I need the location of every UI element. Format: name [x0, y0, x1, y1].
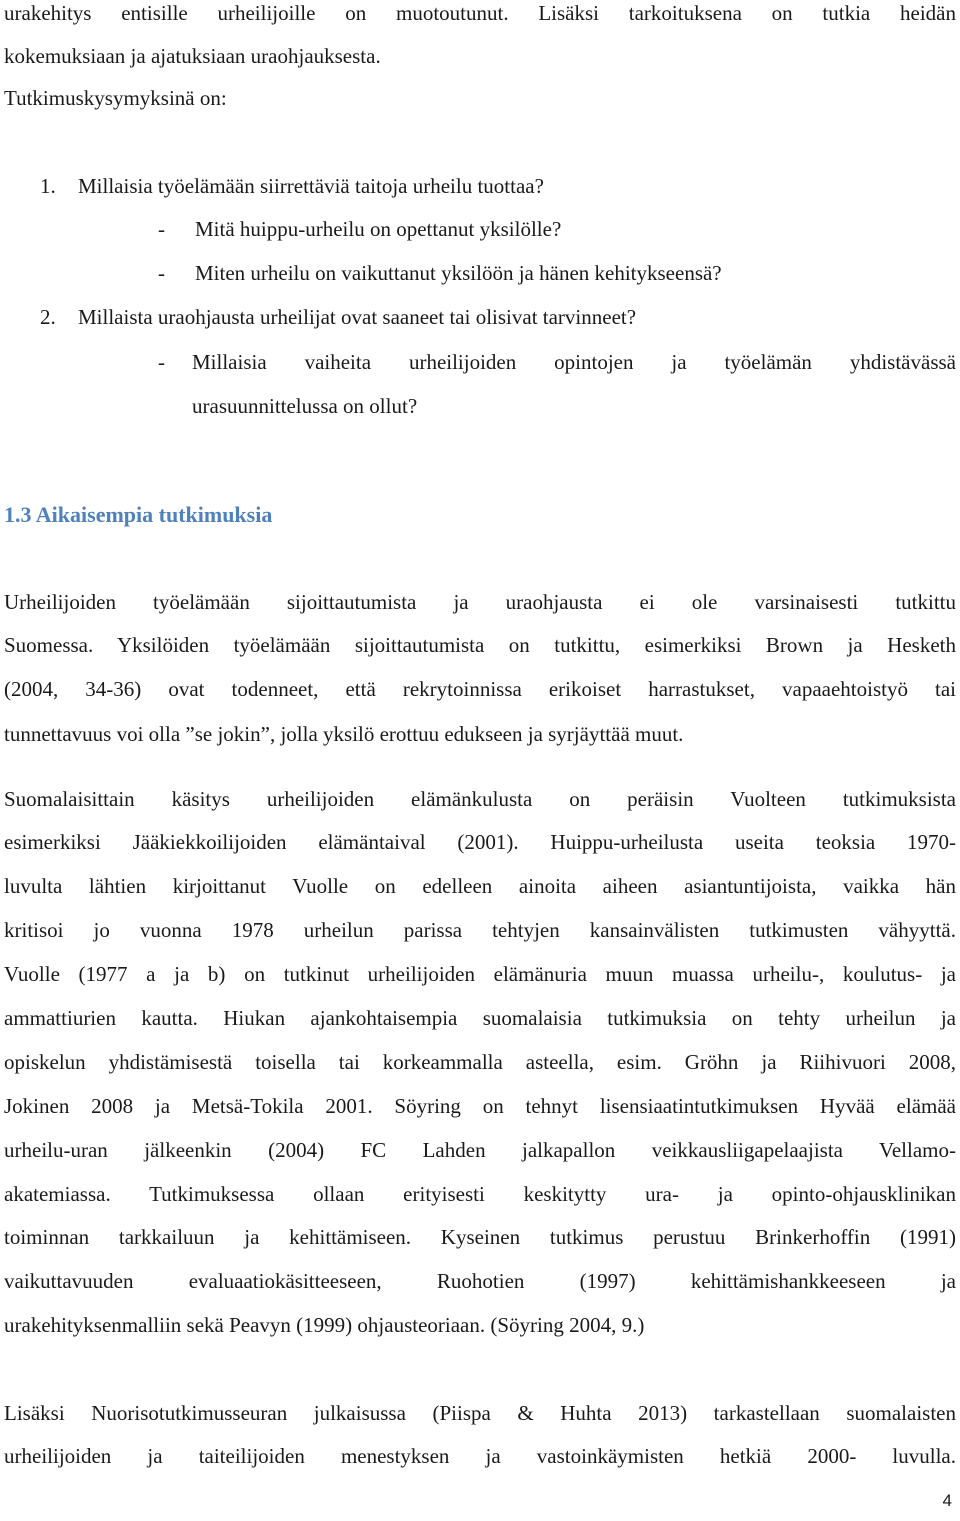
- paragraph-line: akatemiassa. Tutkimuksessa ollaan erityisesti keskitytty ura- ja opinto-ohjausklinikan: [4, 1182, 956, 1206]
- paragraph-line: urakehityksenmalliin sekä Peavyn (1999) ohjausteoriaan. (Söyring 2004, 9.): [4, 1313, 645, 1337]
- subquestion-text: Mitä huippu-urheilu on opettanut yksilölle?: [195, 217, 562, 241]
- question-text: Millaisia työelämään siirrettäviä taitoja urheilu tuottaa?: [78, 174, 544, 198]
- paragraph-line: Vuolle (1977 a ja b) on tutkinut urheilijoiden elämänuria muun muassa urheilu-, koulutus- ja: [4, 962, 956, 986]
- paragraph-line: vaikuttavuuden evaluaatiokäsitteeseen, Ruohotien (1997) kehittämishankkeeseen ja: [4, 1269, 956, 1293]
- paragraph-line: urheilijoiden ja taiteilijoiden menestyksen ja vastoinkäymisten hetkiä 2000- luvulla.: [4, 1444, 956, 1468]
- paragraph-line: luvulta lähtien kirjoittanut Vuolle on edelleen ainoita aiheen asiantuntijoista, vaikka hän: [4, 874, 956, 898]
- question-text: Millaista uraohjausta urheilijat ovat saaneet tai olisivat tarvinneet?: [78, 305, 637, 329]
- subquestion-dash: -: [158, 261, 165, 285]
- section-heading: 1.3 Aikaisempia tutkimuksia: [4, 502, 273, 527]
- subquestion-text: urasuunnittelussa on ollut?: [192, 394, 418, 418]
- questions-lead: Tutkimuskysymyksinä on:: [4, 86, 227, 110]
- paragraph-line: opiskelun yhdistämisestä toisella tai korkeammalla asteella, esim. Gröhn ja Riihivuori 2008,: [4, 1050, 956, 1074]
- paragraph-line: toiminnan tarkkailuun ja kehittämiseen. Kyseinen tutkimus perustuu Brinkerhoffin (1991): [4, 1225, 956, 1249]
- paragraph-line: Suomalaisittain käsitys urheilijoiden elämänkulusta on peräisin Vuolteen tutkimuksista: [4, 787, 956, 811]
- subquestion-text: Millaisia vaiheita urheilijoiden opintojen ja työelämän yhdistävässä: [192, 350, 956, 374]
- paragraph-line: esimerkiksi Jääkiekkoilijoiden elämäntaival (2001). Huippu-urheilusta useita teoksia 1970-: [4, 830, 956, 854]
- subquestion-dash: -: [158, 350, 165, 374]
- paragraph-line: (2004, 34-36) ovat todenneet, että rekrytoinnissa erikoiset harrastukset, vapaaehtoistyö tai: [4, 677, 956, 701]
- subquestion-dash: -: [158, 217, 165, 241]
- paragraph-line: urheilu-uran jälkeenkin (2004) FC Lahden jalkapallon veikkausliigapelaajista Vellamo-: [4, 1138, 956, 1162]
- paragraph-line: Jokinen 2008 ja Metsä-Tokila 2001. Söyring on tehnyt lisensiaatintutkimuksen Hyvää elämää: [4, 1094, 956, 1118]
- paragraph-line: Urheilijoiden työelämään sijoittautumista ja uraohjausta ei ole varsinaisesti tutkittu: [4, 590, 956, 614]
- subquestion-text: Miten urheilu on vaikuttanut yksilöön ja hänen kehitykseensä?: [195, 261, 722, 285]
- paragraph-line: Suomessa. Yksilöiden työelämään sijoittautumista on tutkittu, esimerkiksi Brown ja Hesketh: [4, 633, 956, 657]
- paragraph-line: Lisäksi Nuorisotutkimusseuran julkaisussa (Piispa & Huhta 2013) tarkastellaan suomalaisten: [4, 1401, 956, 1425]
- question-number: 2.: [40, 305, 56, 329]
- paragraph-line: kritisoi jo vuonna 1978 urheilun parissa tehtyjen kansainvälisten tutkimusten vähyyttä.: [4, 918, 956, 942]
- paragraph-line: ammattiurien kautta. Hiukan ajankohtaisempia suomalaisia tutkimuksia on tehty urheilun ja: [4, 1006, 956, 1030]
- paragraph-line: tunnettavuus voi olla ”se jokin”, jolla yksilö erottuu edukseen ja syrjäyttää muut.: [4, 722, 684, 746]
- intro-line: urakehitys entisille urheilijoille on muotoutunut. Lisäksi tarkoituksena on tutkia heidän: [4, 1, 956, 25]
- intro-line: kokemuksiaan ja ajatuksiaan uraohjauksesta.: [4, 44, 381, 68]
- page-number: 4: [942, 1491, 952, 1510]
- question-number: 1.: [40, 174, 56, 198]
